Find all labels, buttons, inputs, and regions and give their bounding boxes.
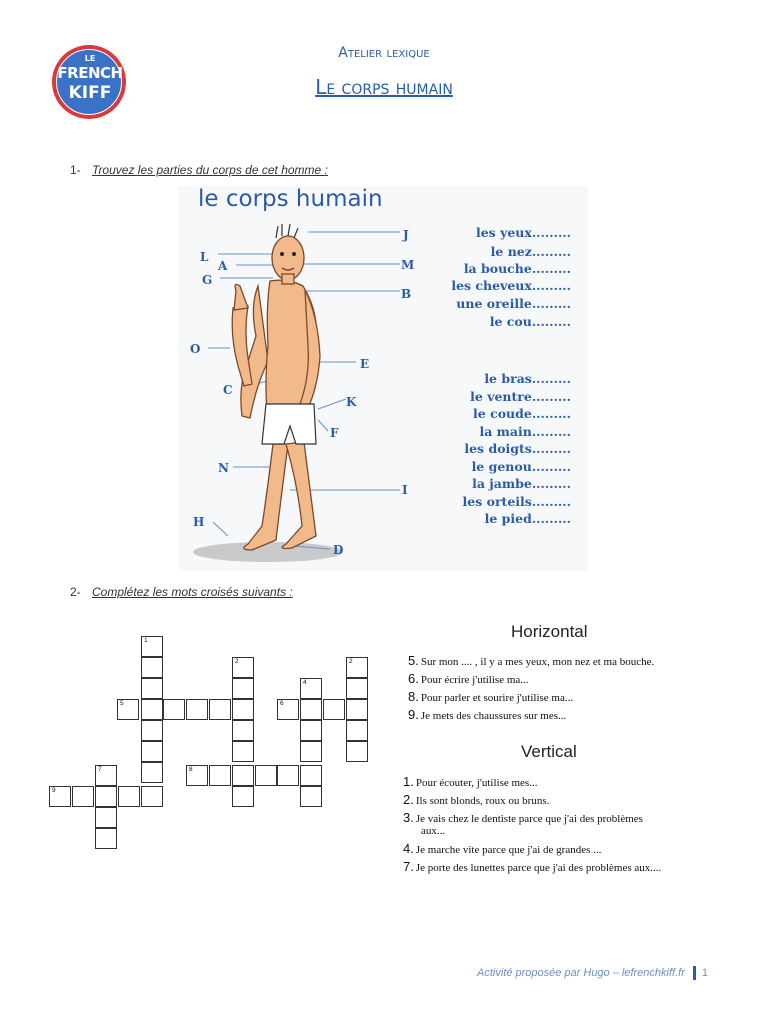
crossword-cell[interactable] xyxy=(300,699,322,720)
vertical-heading: Vertical xyxy=(521,742,577,761)
label-letter-k: K xyxy=(346,395,357,409)
clue-number: 4. xyxy=(403,841,414,856)
clue-v2 xyxy=(403,792,549,807)
word-cheveux: les cheveux......... xyxy=(451,278,571,293)
clue-number: 2. xyxy=(403,792,414,807)
clue-text: Sur mon .... , il y a mes yeux, mon nez et ma bouche. xyxy=(420,656,655,668)
clue-number: 8. xyxy=(408,689,419,704)
label-letter-n: N xyxy=(218,461,229,475)
crossword-cell[interactable] xyxy=(255,765,277,786)
crossword-cell[interactable] xyxy=(277,699,299,720)
crossword-cell[interactable] xyxy=(209,699,231,720)
crossword-cell[interactable] xyxy=(232,678,254,699)
clue-v4 xyxy=(403,841,601,856)
clue-text: Je marche vite parce que j'ai de grandes ... xyxy=(415,844,602,856)
crossword-cell[interactable] xyxy=(141,786,163,807)
label-letter-i: I xyxy=(402,483,408,497)
word-bras: le bras......... xyxy=(484,371,571,386)
crossword-cell[interactable] xyxy=(300,765,322,786)
word-bouche: la bouche......... xyxy=(463,261,571,276)
cell-number: 2 xyxy=(235,658,239,665)
crossword-cell[interactable] xyxy=(232,699,254,720)
label-letter-f: F xyxy=(330,426,339,440)
label-letter-m: M xyxy=(401,258,415,272)
page-number: 1 xyxy=(701,966,708,979)
word-genou: le genou......... xyxy=(471,459,571,474)
cell-number: 2 xyxy=(349,658,353,665)
cell-number: 5 xyxy=(120,700,124,707)
clue-text: Je mets des chaussures sur mes... xyxy=(420,710,567,722)
label-letter-j: J xyxy=(403,228,409,242)
word-main: la main......... xyxy=(479,424,571,439)
footer-divider xyxy=(693,966,696,980)
logo-mid: FRENCH xyxy=(57,64,123,82)
crossword-cell[interactable] xyxy=(95,786,117,807)
horizontal-heading: Horizontal xyxy=(511,622,588,641)
clue-text: Je porte des lunettes parce que j'ai des problèmes aux.... xyxy=(415,862,662,874)
crossword-cell[interactable] xyxy=(346,741,368,762)
crossword-cell[interactable] xyxy=(323,699,345,720)
crossword-cell[interactable] xyxy=(141,657,163,678)
word-cou: le cou......... xyxy=(489,314,571,329)
clue-h9 xyxy=(408,707,566,722)
crossword-cell[interactable] xyxy=(232,765,254,786)
clue-number: 1. xyxy=(403,774,414,789)
clue-v7 xyxy=(403,859,661,874)
crossword-cell[interactable] xyxy=(300,678,322,699)
crossword-cell[interactable] xyxy=(118,786,140,807)
word-pied: le pied......... xyxy=(484,511,571,526)
crossword-cell[interactable] xyxy=(232,741,254,762)
question-2-number: 2- xyxy=(70,585,81,599)
crossword-cell[interactable] xyxy=(232,786,254,807)
crossword-cell[interactable] xyxy=(141,678,163,699)
word-ventre: le ventre......... xyxy=(470,389,571,404)
cell-number: 7 xyxy=(98,766,102,773)
page-subtitle: Atelier lexique xyxy=(338,45,430,61)
page-title: Le corps humain xyxy=(315,75,453,99)
footer-credit: Activité proposée par Hugo – lefrenchkiff.fr xyxy=(476,966,685,979)
clue-text: Je vais chez le dentiste parce que j'ai des problèmes xyxy=(415,813,643,825)
clue-v3-continued: aux... xyxy=(421,825,446,837)
cell-number: 1 xyxy=(144,637,148,644)
logo-bottom: KIFF xyxy=(68,83,112,103)
label-letter-o: O xyxy=(190,342,201,356)
cell-number: 4 xyxy=(303,679,307,686)
clue-text: Pour parler et sourire j'utilise ma... xyxy=(420,692,574,704)
question-1-text: Trouvez les parties du corps de cet homme : xyxy=(92,163,328,177)
clue-v1 xyxy=(403,774,537,789)
crossword-cell[interactable] xyxy=(117,699,139,720)
clue-h8 xyxy=(408,689,573,704)
question-1-number: 1- xyxy=(70,163,81,177)
word-yeux: les yeux......... xyxy=(475,225,571,240)
clue-text: Ils sont blonds, roux ou bruns. xyxy=(415,795,550,807)
crossword-cell[interactable] xyxy=(163,699,185,720)
crossword-cell[interactable] xyxy=(141,699,163,720)
crossword-cell[interactable] xyxy=(300,786,322,807)
label-letter-g: G xyxy=(202,273,213,287)
crossword-cell[interactable] xyxy=(95,828,117,849)
logo-top: LE xyxy=(84,54,96,63)
word-jambe: la jambe......... xyxy=(472,476,571,491)
question-2-text: Complétez les mots croisés suivants : xyxy=(92,585,293,599)
label-letter-d: D xyxy=(333,543,344,557)
label-letter-l: L xyxy=(200,250,209,264)
crossword-cell[interactable] xyxy=(232,720,254,741)
clue-number: 7. xyxy=(403,859,414,874)
crossword-cell[interactable] xyxy=(72,786,94,807)
crossword-cell[interactable] xyxy=(346,657,368,678)
clue-text: Pour écouter, j'utilise mes... xyxy=(415,777,538,789)
crossword-cell[interactable] xyxy=(232,657,254,678)
word-doigts: les doigts......... xyxy=(464,441,571,456)
crossword-cell[interactable] xyxy=(141,762,163,783)
clue-h5 xyxy=(408,653,654,668)
word-nez: le nez......... xyxy=(490,244,571,259)
clue-number: 6. xyxy=(408,671,419,686)
cell-number: 9 xyxy=(52,787,56,794)
word-oreille: une oreille......... xyxy=(456,296,571,311)
crossword-grid xyxy=(0,0,400,860)
crossword-cell[interactable] xyxy=(346,678,368,699)
clue-h6 xyxy=(408,671,529,686)
label-letter-c: C xyxy=(223,383,233,397)
crossword-cell[interactable] xyxy=(277,765,299,786)
clue-number: 5. xyxy=(408,653,419,668)
crossword-cell[interactable] xyxy=(209,765,231,786)
crossword-cell[interactable] xyxy=(300,741,322,762)
cell-number: 6 xyxy=(280,700,284,707)
crossword-cell[interactable] xyxy=(141,720,163,741)
crossword-cell[interactable] xyxy=(346,699,368,720)
crossword-cell[interactable] xyxy=(95,807,117,828)
crossword-cell[interactable] xyxy=(141,741,163,762)
cell-number: 8 xyxy=(189,766,193,773)
clue-number: 9. xyxy=(408,707,419,722)
clue-v3 xyxy=(403,810,643,825)
crossword-cell[interactable] xyxy=(186,699,208,720)
label-letter-e: E xyxy=(360,357,370,371)
crossword-cell[interactable] xyxy=(300,720,322,741)
word-orteils: les orteils......... xyxy=(462,494,571,509)
crossword-cell[interactable] xyxy=(49,786,71,807)
crossword-cell[interactable] xyxy=(346,720,368,741)
crossword-cell[interactable] xyxy=(141,636,163,657)
page-footer xyxy=(477,966,708,980)
label-letter-a: A xyxy=(218,259,228,273)
clue-text: Pour écrire j'utilise ma... xyxy=(420,674,529,686)
crossword-cell[interactable] xyxy=(186,765,208,786)
illustration-title: le corps humain xyxy=(198,186,383,212)
crossword-cell[interactable] xyxy=(95,765,117,786)
label-letter-h: H xyxy=(193,515,205,529)
word-coude: le coude......... xyxy=(473,406,571,421)
label-letter-b: B xyxy=(401,287,412,301)
clue-number: 3. xyxy=(403,810,414,825)
